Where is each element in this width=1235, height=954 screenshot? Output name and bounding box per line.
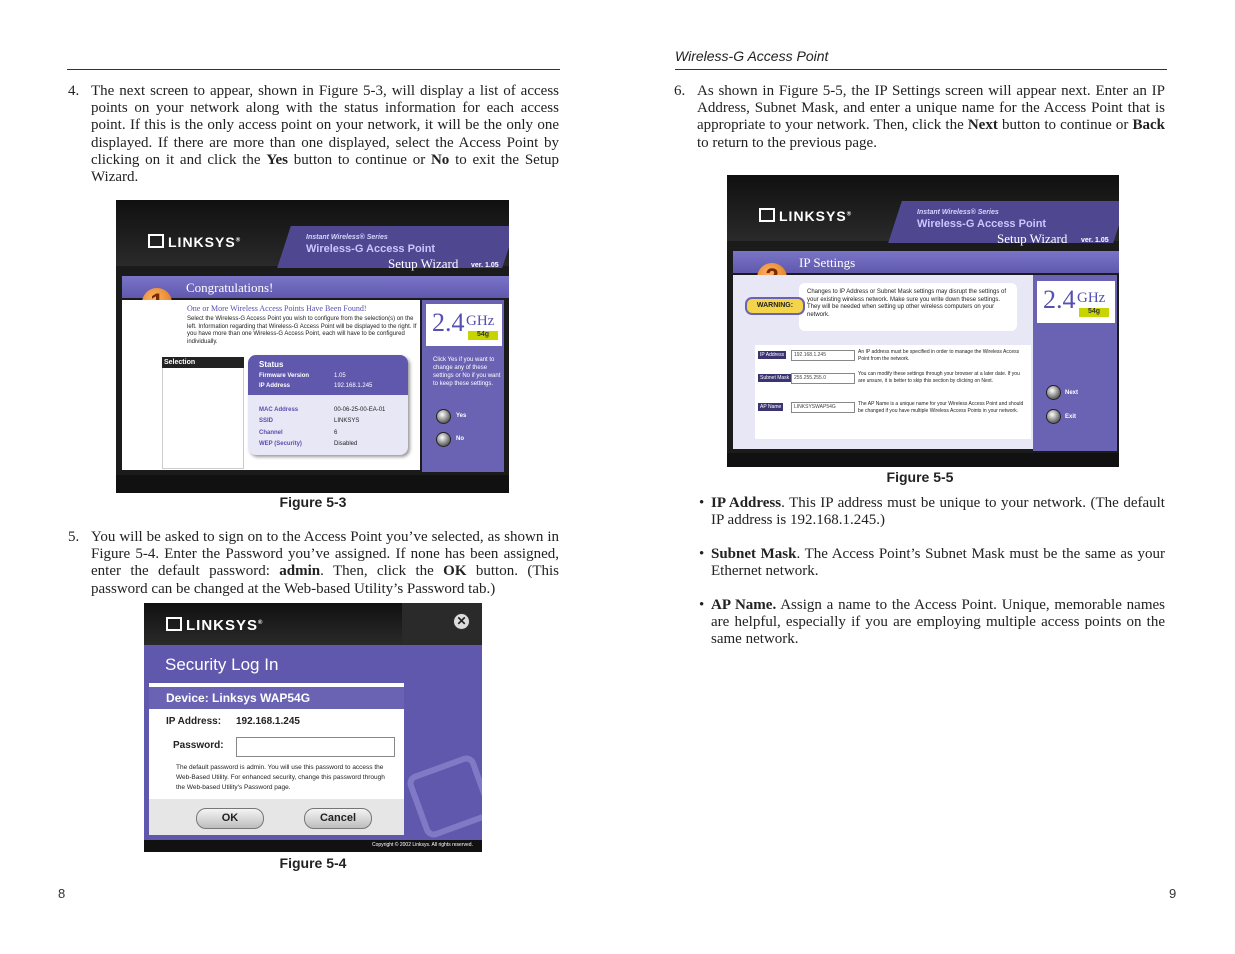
figure-5-5-screenshot: LINKSYS® Instant Wireless® Series Wireless-G Access Point Setup Wizard ver. 1.05 IP Settings WARNING: Changes to IP Address or Subnet Mask settings may disrupt the settings of your existing wireless network. Make sure you write down these settings. They will be needed when setting up other wireless computers on your network. IP Address 192.168.1.245 An IP address must be specified in order to manage the Wireless Access Point from the network. Subnet Mask 255.255.255.0 You can modify these settings through your browser at a later date. If you are unsure, it is better to skip this section by clicking on Next. AP Name LINKSYSWAP54G The AP Name is a unique name for your Wireless Access Point and should be changed if you have multiple Wireless Access Points in your network. 2.4 GHz 54g Next Exit bbox=[727, 175, 1119, 467]
step-6-paragraph: 6. As shown in Figure 5-5, the IP Settings screen will appear next. Enter an IP Address, Subnet Mask, and enter a unique name for the Access Point that is appropriate to your network. Then, click the Next button to continue or Back to return to the previous page. bbox=[674, 83, 1166, 151]
copyright: Copyright © 2002 Linksys. All rights reserved. bbox=[372, 842, 473, 848]
figure-5-5-caption: Figure 5-5 bbox=[886, 469, 954, 485]
right-top-rule bbox=[675, 69, 1167, 70]
selection-header: Selection bbox=[162, 357, 244, 368]
device-label: Device: Linksys WAP54G bbox=[166, 691, 311, 705]
figure-5-4-screenshot: LINKSYS® ✕ Security Log In Device: Linksys WAP54G IP Address: 192.168.1.245 Password: The default password is admin. You will use this password to access the Web-Based Utility. For enhanced security, change this password through the Web-based Utility's Password page. OK Cancel Copyright © 2002 Linksys. All rights reserved. bbox=[144, 603, 482, 852]
step-6-number: 6. bbox=[674, 83, 686, 99]
bullet-ap-name: • AP Name. Assign a name to the Access Point. Unique, memorable names are helpful, especially if you are employing multiple access points on the same network. bbox=[699, 597, 1166, 648]
next-button-icon[interactable] bbox=[1046, 385, 1061, 400]
ip-settings-title: IP Settings bbox=[799, 255, 856, 270]
figure-5-3-screenshot: LINKSYS® Instant Wireless® Series Wireless-G Access Point Setup Wizard ver. 1.05 Congratulations! One or More Wireless Access Points Have Been Found! Select the Wireless-G Access Point you wish to configure from the selection(s) on the left. Information regarding that Wireless-G Access Point will be displayed to the right. If you have more than one Wireless-G Access Point, each will have to be configured individually. Selection Status Firmware Version 1.05 IP Address 192.168.1.245 MAC Address 00-06-25-00-EA-01 SSID LINKSYS Channel 6 WEP (Security) Disabled 2.4 GHz 54g Click Yes if you want to change any of these settings or No if you want to keep these settings. Yes No bbox=[116, 200, 509, 493]
warning-badge: WARNING: bbox=[745, 297, 805, 315]
ok-button[interactable]: OK bbox=[196, 808, 264, 829]
step-4-paragraph: 4. The next screen to appear, shown in Figure 5-3, will display a list of access points on your network along with the status information for each access point. If this is the only access point on your network, it will be the only one displayed. If there are more than one displayed, select the Access Point by clicking on it and click the Yes button to continue or No to exit the Setup Wizard. bbox=[68, 83, 559, 186]
password-input[interactable] bbox=[236, 737, 395, 757]
running-header: Wireless-G Access Point bbox=[675, 48, 829, 64]
warning-text: Changes to IP Address or Subnet Mask settings may disrupt the settings of your existing wireless network. Make sure you write down these settings. They will be needed when setting up other wireless computers on your network. bbox=[807, 289, 1006, 318]
figure-5-4-caption: Figure 5-4 bbox=[279, 855, 347, 871]
ip-address-input[interactable]: 192.168.1.245 bbox=[791, 350, 855, 361]
step-4-number: 4. bbox=[68, 83, 80, 99]
side-instructions: Click Yes if you want to change any of these settings or No if you want to keep these settings. bbox=[433, 357, 501, 387]
left-top-rule bbox=[67, 69, 560, 70]
exit-button-icon[interactable] bbox=[1046, 409, 1061, 424]
yes-button-icon[interactable] bbox=[436, 409, 451, 424]
page-number-left: 8 bbox=[58, 886, 66, 901]
found-heading: One or More Wireless Access Points Have Been Found! bbox=[187, 304, 367, 313]
linksys-logo: LINKSYS® bbox=[759, 208, 852, 224]
next-button-label[interactable]: Next bbox=[1065, 390, 1079, 396]
page-number-right: 9 bbox=[1169, 886, 1177, 901]
selection-list[interactable] bbox=[162, 357, 244, 469]
linksys-logo: LINKSYS® bbox=[148, 234, 241, 250]
figure-5-3-caption: Figure 5-3 bbox=[279, 494, 347, 510]
congratulations-title: Congratulations! bbox=[186, 280, 274, 295]
close-icon[interactable]: ✕ bbox=[453, 613, 470, 630]
password-note: The default password is admin. You will use this password to access the Web-Based Utility. For enhanced security, change this password through the Web-based Utility's Password page. bbox=[176, 764, 385, 791]
ip-address-value: 192.168.1.245 bbox=[236, 716, 300, 727]
status-header: Status bbox=[259, 360, 284, 369]
no-button-label[interactable]: No bbox=[456, 436, 464, 442]
no-button-icon[interactable] bbox=[436, 432, 451, 447]
linksys-logo: LINKSYS® bbox=[166, 617, 263, 634]
linksys-watermark-icon bbox=[405, 753, 482, 841]
security-login-title: Security Log In bbox=[165, 655, 279, 674]
subnet-mask-input[interactable]: 255.255.255.0 bbox=[791, 373, 855, 384]
bullet-subnet-mask: • Subnet Mask. The Access Point’s Subnet Mask must be the same as your Ethernet network. bbox=[699, 546, 1166, 580]
step-5-paragraph: 5. You will be asked to sign on to the Access Point you’ve selected, as shown in Figure 5-4. Enter the Password you’ve assigned. If none has been assigned, enter the default password: admin. Then, click the OK button. (This password can be changed at the Web-based Utility’s Password tab.) bbox=[68, 529, 560, 597]
bullet-ip-address: • IP Address. This IP address must be unique to your network. (The default IP address is 192.168.1.245.) bbox=[699, 495, 1165, 529]
found-instructions: Select the Wireless-G Access Point you wish to configure from the selection(s) on the left. Information regarding that Wireless-G Access Point will be displayed to the right. If you have more than one Wireless-G Access Point, each will have to be configured individually. bbox=[187, 316, 417, 345]
ap-name-input[interactable]: LINKSYSWAP54G bbox=[791, 402, 855, 413]
cancel-button[interactable]: Cancel bbox=[304, 808, 372, 829]
yes-button-label[interactable]: Yes bbox=[456, 413, 467, 419]
step-5-number: 5. bbox=[68, 529, 80, 545]
exit-button-label[interactable]: Exit bbox=[1065, 414, 1077, 420]
